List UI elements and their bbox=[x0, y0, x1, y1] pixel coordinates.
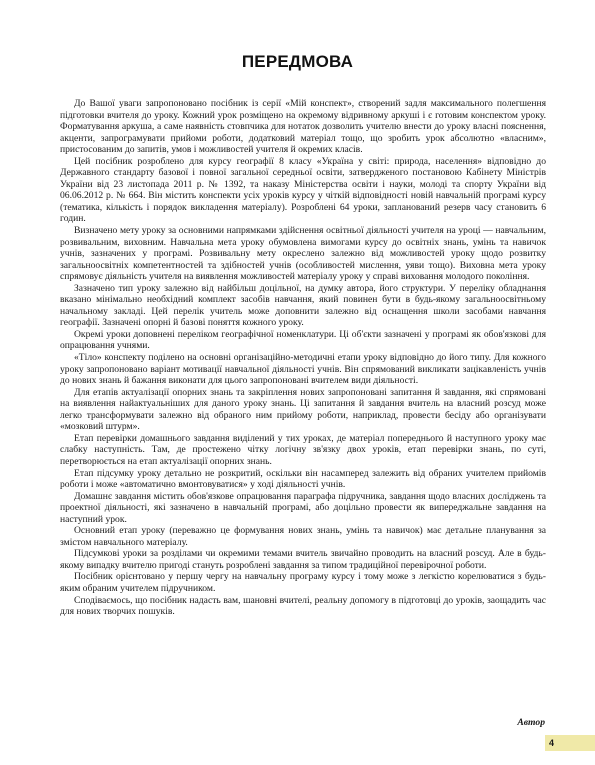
paragraph: «Тіло» конспекту поділено на основні організаційно-методичні етапи уроку відповідно до його типу. Для кожного уроку запропоновано варіант мотивації навчальної діяльності учнів. Він спрямований викликати зацікавленість учнів до нових знань й бажання виконати для цього запропоновані вчителем види діяльності. bbox=[60, 352, 546, 387]
paragraph: Підсумкові уроки за розділами чи окремими темами вчитель звичайно проводить на власний розсуд. Але в будь-якому випадку вчителю пригоді стануть розроблені завдання за типом традиційної перевірочної роботи. bbox=[60, 548, 546, 571]
paragraph: Етап підсумку уроку детально не розкритий, оскільки він насамперед залежить від обраних учителем прийомів роботи і може «автоматично вмонтовуватися» у ході діяльності учнів. bbox=[60, 467, 546, 491]
paragraph: Для етапів актуалізації опорних знань та закріплення нових запропоновані запитання й завдання, які спрямовані на виявлення найактуальніших для даного уроку знань. Ці запитання й завдання вчитель на власний розсуд може легко трансформувати залежно від обраного ним прийому роботи, наприклад, провести бесіду або організувати «мозковий штурм». bbox=[60, 386, 546, 433]
paragraph: Етап перевірки домашнього завдання виділений у тих уроках, де матеріал попереднього й наступного уроку має слабку наступність. Там, де простежено чітку логічну зв'язку двох уроків, етап перевірки знань, по суті, перетворюється на етап актуалізації опорних знань. bbox=[60, 432, 546, 467]
page-title: ПЕРЕДМОВА bbox=[241, 52, 354, 71]
paragraph: Посібник орієнтовано у першу чергу на навчальну програму курсу і тому може з легкістю корелюватися з будь-яким обраним учителем підручником. bbox=[60, 571, 546, 594]
paragraph: Основний етап уроку (переважно це формування нових знань, умінь та навичок) має детальне планування за змістом навчального матеріалу. bbox=[60, 525, 546, 548]
paragraph: Визначено мету уроку за основними напрямками здійснення освітньої діяльності учителя на уроці — навчальним, розвивальним, виховним. Навчальна мета уроку обумовлена вимогами курсу до освітніх знань, умінь та навичок учнів, зазначених у програмі. Розвивальну мету окреслено залежно від можливостей уроку щодо розвитку загальноосвітніх компетентностей та здібностей учнів (особливостей мислення, уяви тощо). Виховна мета уроку спрямовує діяльність учителя на виявлення можливостей матеріалу уроку у справі виховання молодого покоління. bbox=[60, 225, 546, 283]
paragraph: Окремі уроки доповнені переліком географічної номенклатури. Ці об'єкти зазначені у програмі як обов'язкові для опрацювання учнями. bbox=[60, 328, 546, 352]
author-signature: Автор bbox=[517, 717, 545, 728]
paragraph: Зазначено тип уроку залежно від найбільш доцільної, на думку автора, його структури. У переліку обладнання вказано мінімально необхідний комплект засобів навчання, який повинен бути в будь-якому загальноосвітньому начальному закладі. Цей перелік учитель може доповнити залежно від оснащення школи засобами навчання географії. Зазначені опорні й базові поняття кожного уроку. bbox=[60, 282, 546, 329]
paragraph: Сподіваємось, що посібник надасть вам, шановні вчителі, реальну допомогу в підготовці до уроків, заощадить час для нових творчих пошуків. bbox=[60, 594, 546, 618]
page-number: 4 bbox=[545, 735, 595, 751]
preface-body bbox=[60, 98, 546, 618]
paragraph: До Вашої уваги запропоновано посібник із серії «Мій конспект», створений задля максимального полегшення підготовки вчителя до уроку. Кожний урок розміщено на окремому відривному аркуші і є готовим конспектом уроку. Форматування аркуша, а саме наявність стовпчика для нотаток дозволить учителю внести до уроку власні пояснення, акценти, запрограмувати прийоми роботи, додатковий матеріал тощо, що зробить урок абсолютно «власним», пристосованим до запитів, умов і можливостей учителя й окремих класів. bbox=[60, 98, 546, 156]
paragraph: Цей посібник розроблено для курсу географії 8 класу «Україна у світі: природа, населення» відповідно до Державного стандарту базової і повної загальної середньої освіти, затвердженого постановою Кабінету Міністрів України від 23 листопада 2011 р. № 1392, та наказу Міністерства освіти і науки, молоді та спорту України від 06.06.2012 р. № 664. Він містить конспекти усіх уроків курсу у чіткій відповідності новій навчальній програмі курсу (тематика, кількість і порядок викладення матеріалу). Розроблені 64 уроки, запланований резерв часу становить 6 годин. bbox=[60, 155, 546, 225]
paragraph: Домашнє завдання містить обов'язкове опрацювання параграфа підручника, завдання щодо власних досліджень та проектної діяльності, які зазначено в навчальній програмі, або доцільно провести як випереджальне завдання на наступний урок. bbox=[60, 490, 546, 525]
